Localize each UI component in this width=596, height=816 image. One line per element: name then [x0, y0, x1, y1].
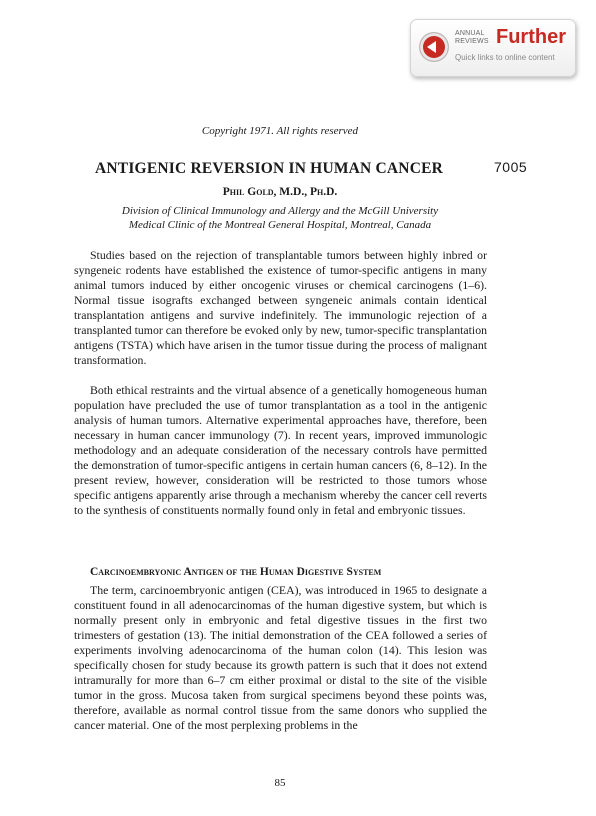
annual-reviews-label: ANNUAL REVIEWS	[455, 30, 489, 45]
annual-reviews-further-badge[interactable]	[410, 19, 576, 77]
body-paragraph: Studies based on the rejection of transplantable tumors between highly inbred or syngeneic rodents have established the existence of tumor-specific antigens in many animal tumors induced by either oncogenic viruses or chemical carcinogens (1–6). Normal tissue isografts exchanged between syngeneic animals contain identical transplantation antigens and survive indefinitely. The immunologic rejection of a transplanted tumor can therefore be evoked only by new, tumor-specific transplantation antigens (TSTA) which have arisen in the tumor tissue during the process of malignant transformation.	[74, 248, 487, 367]
further-label: Further	[496, 26, 566, 48]
copyright-notice: Copyright 1971. All rights reserved	[201, 125, 359, 137]
article-title: ANTIGENIC REVERSION IN HUMAN CANCER	[95, 160, 444, 177]
affiliation-line: Division of Clinical Immunology and Allergy and the McGill University	[121, 205, 439, 217]
back-arrow-circle-icon	[420, 33, 448, 61]
article-code: 7005	[494, 159, 528, 175]
body-paragraph: The term, carcinoembryonic antigen (CEA), was introduced in 1965 to designate a constituent found in all adenocarcinomas of the human digestive system, but which is normally present only in embryonic and fetal digestive tissues in the first two trimesters of gestation (13). The initial demonstration of the CEA followed a series of experiments involving adenocarcinoma of the human colon (14). This lesion was specifically chosen for study because its growth pattern is such that it does not extend intramurally for more than 6–7 cm either proximal or distal to the site of the visible tumor in the gross. Mucosa taken from surgical specimens beyond these points was, therefore, available as normal control tissue from the same donors who supplied the cancer material. One of the most perplexing problems in the	[74, 583, 487, 732]
affiliation-line: Medical Clinic of the Montreal General Hospital, Montreal, Canada	[128, 219, 432, 231]
badge-tagline: Quick links to online content	[455, 53, 555, 62]
author-name: Phil Gold, M.D., Ph.D.	[222, 186, 338, 198]
body-paragraph: Both ethical restraints and the virtual absence of a genetically homogeneous human population have precluded the use of tumor transplantation as a tool in the antigenic analysis of human tumors. Alternative experimental approaches have, therefore, been necessary in human cancer immunology (7). In recent years, improved immunologic methodology and an adequate consideration of the necessary controls have permitted the demonstration of tumor-specific antigens in certain human cancers (6, 8–12). In the present review, however, consideration will be restricted to those tumors whose specific antigens apparently arise through a mechanism whereby the cancer cell reverts to the synthesis of constituents normally found only in fetal and embryonic tissues.	[74, 383, 487, 517]
page-number: 85	[274, 777, 286, 789]
section-heading: Carcinoembryonic Antigen of the Human Digestive System	[90, 566, 382, 578]
